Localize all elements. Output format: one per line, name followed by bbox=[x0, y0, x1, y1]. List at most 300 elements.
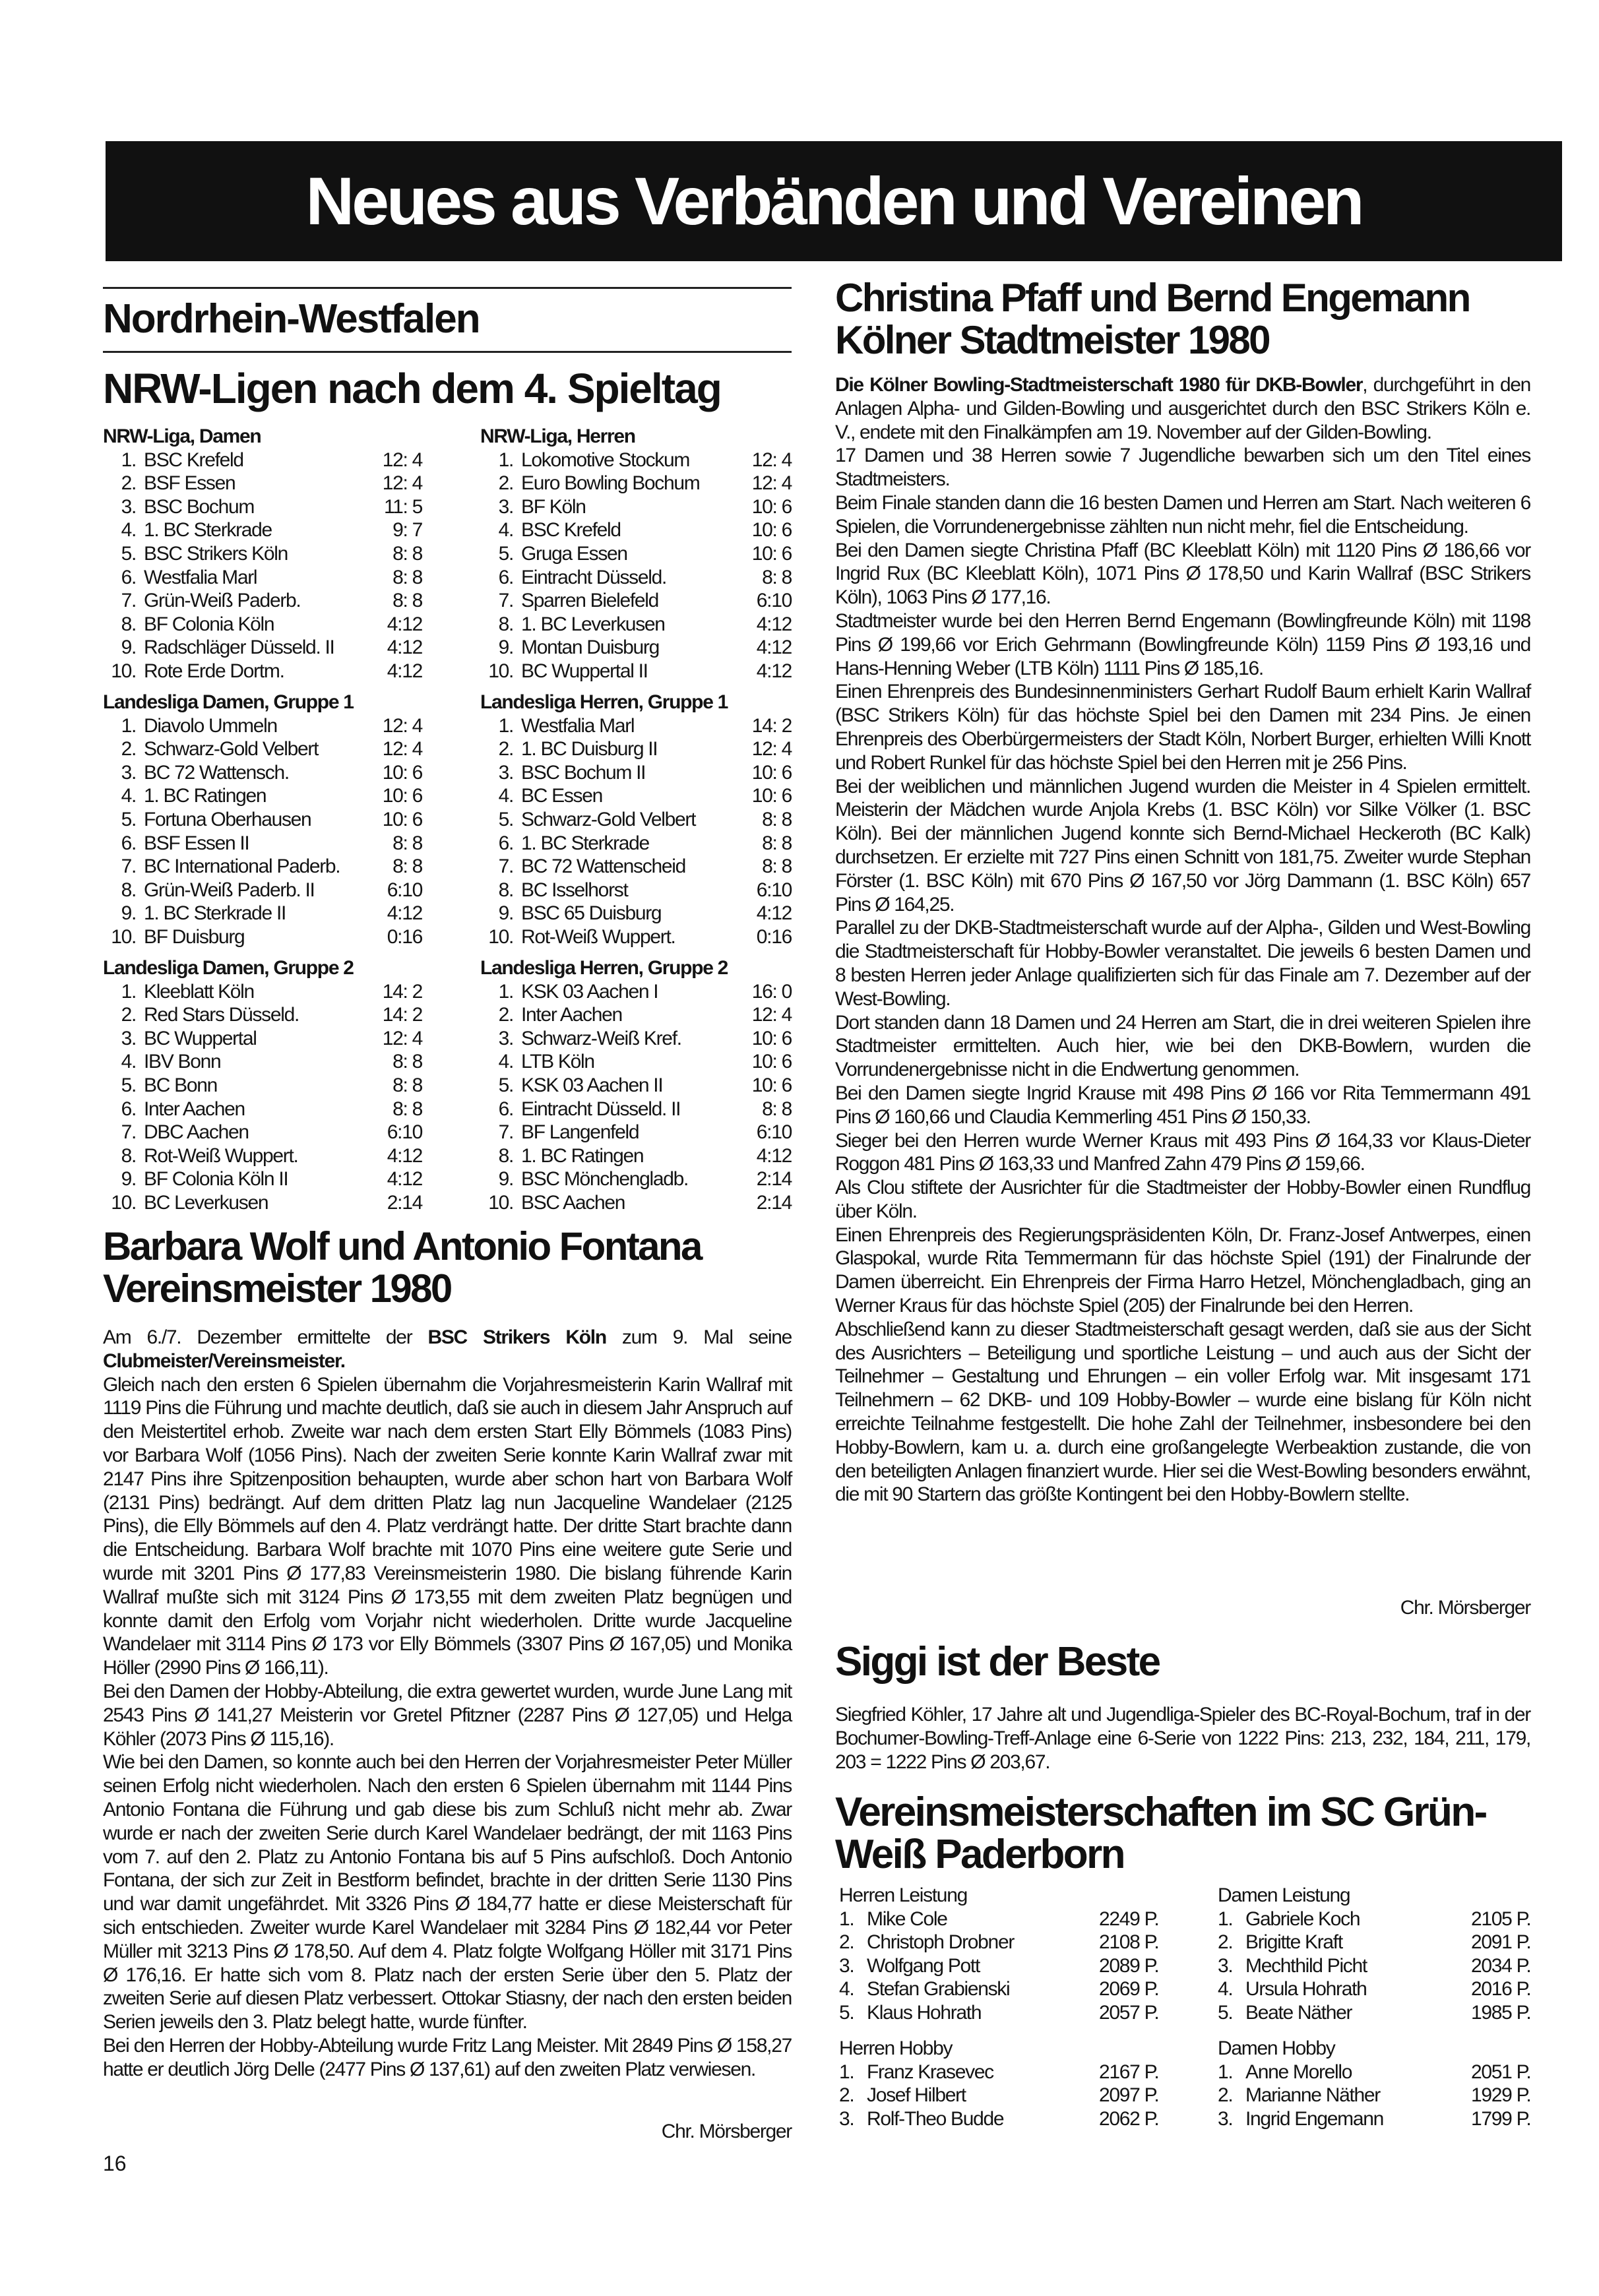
league-table bbox=[103, 425, 422, 683]
team-name: Stefan Grabienski bbox=[867, 1978, 1010, 2001]
team-name: Montan Duisburg bbox=[521, 636, 659, 659]
rank: 1. bbox=[498, 714, 513, 737]
score: 12: 4 bbox=[382, 1027, 422, 1049]
team-name: Westfalia Marl bbox=[521, 714, 635, 737]
score: 14: 2 bbox=[751, 714, 792, 737]
article-title-vereinsmeister: Barbara Wolf und Antonio Fontana Vereinsmeister 1980 bbox=[103, 1224, 701, 1311]
rank: 2. bbox=[1218, 1931, 1233, 1954]
divider bbox=[103, 351, 792, 353]
bold-text: Die Kölner Bowling-Stadtmeisterschaft 1980 für DKB-Bowler bbox=[835, 374, 1363, 396]
rank: 7. bbox=[498, 590, 513, 612]
table-row bbox=[103, 566, 422, 590]
table-row bbox=[103, 472, 422, 495]
rank: 1. bbox=[1218, 2061, 1233, 2083]
table-row bbox=[103, 449, 422, 472]
rank: 7. bbox=[498, 855, 513, 878]
rank: 2. bbox=[839, 1931, 854, 1954]
table-row bbox=[480, 1121, 792, 1144]
text: Stadtmeister wurde bei den Herren Bernd Engemann (Bowlingfreunde Köln) mit 1198 Pins Ø 199,66 vor Erich Gehrmann (Bowlingfreunde Köln) 1159 Pins Ø 193,16 und Hans-Henning Weber (LTB Köln) 1111 Pins Ø 185,16. bbox=[835, 609, 1530, 679]
team-name: Schwarz-Weiß Kref. bbox=[521, 1027, 681, 1049]
rank: 1. bbox=[1218, 1908, 1233, 1930]
team-name: BSC Mönchengladb. bbox=[521, 1168, 689, 1191]
paragraph bbox=[835, 775, 1530, 917]
rank: 6. bbox=[121, 1098, 136, 1120]
team-name: BF Köln bbox=[521, 495, 586, 518]
table-row bbox=[1218, 1954, 1530, 1978]
text: Dort standen dann 18 Damen und 24 Herren am Start, die in drei weiteren Spielen ihre Stadtmeister ermittelten. Auch hier, wie bei den DKB-Bowlern, wurden die Vorrundenergebnisse nicht in die Endwertung genommen. bbox=[835, 1011, 1530, 1081]
score: 8: 8 bbox=[762, 855, 792, 878]
table-row bbox=[103, 784, 422, 808]
rank: 8. bbox=[121, 613, 136, 635]
score: 8: 8 bbox=[392, 1098, 422, 1120]
score: 0:16 bbox=[756, 925, 792, 948]
table-row bbox=[480, 1167, 792, 1191]
team-name: 1. BC Sterkrade bbox=[144, 519, 272, 542]
table-caption: NRW-Liga, Damen bbox=[103, 425, 261, 447]
score: 4:12 bbox=[756, 1144, 792, 1167]
table-row bbox=[480, 879, 792, 902]
author-signature: Chr. Mörsberger bbox=[1400, 1597, 1530, 1619]
text: zum 9. Mal seine bbox=[606, 1326, 792, 1348]
team-name: Lokomotive Stockum bbox=[521, 449, 690, 471]
rank: 6. bbox=[498, 1098, 513, 1120]
team-name: BC Essen bbox=[521, 785, 602, 807]
table-caption: Landesliga Herren, Gruppe 1 bbox=[480, 691, 728, 713]
team-name: BSC Krefeld bbox=[144, 449, 243, 471]
score: 8: 8 bbox=[392, 590, 422, 612]
league-table bbox=[103, 956, 422, 1215]
league-table bbox=[103, 691, 422, 949]
rank: 1. bbox=[498, 449, 513, 471]
rank: 3. bbox=[839, 1954, 854, 1977]
team-name: 1. BC Ratingen bbox=[144, 785, 266, 807]
rank: 4. bbox=[839, 1978, 854, 2001]
team-name: Inter Aachen bbox=[144, 1098, 245, 1120]
score: 8: 8 bbox=[392, 566, 422, 588]
paragraph bbox=[835, 916, 1530, 1010]
team-name: Brigitte Kraft bbox=[1245, 1931, 1342, 1954]
rank: 10. bbox=[111, 660, 136, 682]
rank: 6. bbox=[121, 566, 136, 588]
rank: 2. bbox=[1218, 2084, 1233, 2107]
table-row bbox=[103, 636, 422, 660]
article-body-stadtmeister bbox=[835, 373, 1530, 1506]
table-row bbox=[103, 902, 422, 925]
rank: 8. bbox=[498, 1144, 513, 1167]
text: , durchgeführt in den Anlagen Alpha- und Gilden-Bowling und ausgerichtet durch den BSC Strikers Köln e. V., endete mit den Finalkämpfen am 19. November auf der Gilden-Bowling. bbox=[835, 374, 1530, 443]
article-title-paderborn: Vereinsmeisterschaften im SC Grün-Weiß Paderborn bbox=[835, 1789, 1486, 1877]
team-name: Anne Morello bbox=[1245, 2061, 1352, 2083]
score: 2069 P. bbox=[1099, 1978, 1159, 2001]
table-row bbox=[480, 761, 792, 785]
team-name: Rot-Weiß Wuppert. bbox=[521, 925, 675, 948]
score: 12: 4 bbox=[751, 449, 792, 471]
team-name: Marianne Näther bbox=[1245, 2084, 1380, 2107]
table-row bbox=[480, 566, 792, 590]
article-title-siggi: Siggi ist der Beste bbox=[835, 1639, 1160, 1685]
team-name: BC Isselhorst bbox=[521, 879, 628, 901]
score: 11: 5 bbox=[384, 495, 422, 518]
team-name: Ursula Hohrath bbox=[1245, 1978, 1367, 2001]
team-name: Rolf-Theo Budde bbox=[867, 2107, 1004, 2130]
table-row bbox=[839, 2107, 1158, 2131]
team-name: BF Duisburg bbox=[144, 925, 245, 948]
text: Bei den Herren der Hobby-Abteilung wurde Fritz Lang Meister. Mit 2849 Pins Ø 158,27 hatte er deutlich Jörg Delle (2477 Pins Ø 137,61) auf den zweiten Platz verwiesen. bbox=[103, 2034, 792, 2080]
rank: 3. bbox=[498, 761, 513, 784]
table-caption: Herren Leistung bbox=[839, 1884, 967, 1906]
score: 2:14 bbox=[387, 1191, 422, 1214]
table-row bbox=[480, 980, 792, 1004]
score: 16: 0 bbox=[751, 980, 792, 1003]
score: 4:12 bbox=[387, 1144, 422, 1167]
score: 12: 4 bbox=[382, 714, 422, 737]
team-name: Fortuna Oberhausen bbox=[144, 808, 311, 830]
table-row bbox=[480, 518, 792, 542]
table-caption: Damen Leistung bbox=[1218, 1884, 1350, 1906]
rank: 6. bbox=[498, 832, 513, 854]
text: Abschließend kann zu dieser Stadtmeisterschaft gesagt werden, daß sie aus der Sicht des Ausrichters – Beteiligung und sportliche Leistung – und auch aus der Sicht der Teilnehmer – Gestaltung und Ehrungen – ein voller Erfolg war. Mit insgesamt 171 Teilnehmern – 62 DKB- und 109 Hobby-Bowler – wurde eine bislang für Köln nicht erreichte Teilnahme festgestellt. Die hohe Zahl der Teilnehmer, insbesondere bei den Hobby-Bowlern, kam u. a. durch eine großangelegte Werbeaktion zustande, die von den beteiligten Anlagen finanziert wurde. Hier sei die West-Bowling besonders erwähnt, die mit 90 Startern das größte Kontingent bei den Hobby-Bowlern stellte. bbox=[835, 1318, 1530, 1506]
text: Bei den Damen siegte Christina Pfaff (BC Kleeblatt Köln) mit 1120 Pins Ø 186,66 vor Ingrid Rux (BC Kleeblatt Köln), 1071 Pins Ø 178,50 und Karin Wallraf (BSC Strikers Köln), 1063 Pins Ø 177,16. bbox=[835, 539, 1530, 609]
score: 10: 6 bbox=[382, 761, 422, 784]
team-name: Red Stars Düsseld. bbox=[144, 1004, 299, 1026]
team-name: Grün-Weiß Paderb. bbox=[144, 590, 301, 612]
rank: 2. bbox=[498, 1004, 513, 1026]
score: 14: 2 bbox=[382, 980, 422, 1003]
article-body-vereinsmeister bbox=[103, 1326, 792, 2082]
table-caption: NRW-Liga, Herren bbox=[480, 425, 635, 447]
rank: 1. bbox=[121, 980, 136, 1003]
team-name: Mike Cole bbox=[867, 1908, 947, 1930]
paragraph bbox=[835, 1129, 1530, 1177]
table-row bbox=[103, 589, 422, 613]
league-table bbox=[480, 691, 792, 949]
rank: 8. bbox=[121, 1144, 136, 1167]
rank: 1. bbox=[839, 2061, 854, 2083]
team-name: IBV Bonn bbox=[144, 1051, 221, 1073]
rank: 2. bbox=[121, 738, 136, 760]
score: 2:14 bbox=[756, 1168, 792, 1191]
score: 4:12 bbox=[387, 636, 422, 659]
table-row bbox=[480, 808, 792, 832]
text: 17 Damen und 38 Herren sowie 7 Jugendliche bewarben sich um den Titel eines Stadtmeisters. bbox=[835, 445, 1530, 491]
team-name: Eintracht Düsseld. bbox=[521, 566, 667, 588]
rank: 4. bbox=[121, 1051, 136, 1073]
table-row bbox=[839, 1931, 1158, 1954]
rank: 4. bbox=[498, 785, 513, 807]
rank: 5. bbox=[498, 542, 513, 565]
text: Siegfried Köhler, 17 Jahre alt und Jugendliga-Spieler des BC-Royal-Bochum, traf in der Bochumer-Bowling-Treff-Anlage eine 6-Serie von 1222 Pins: 213, 232, 184, 211, 179, 203 = 1222 Pins Ø 203,67. bbox=[835, 1704, 1530, 1773]
rank: 10. bbox=[488, 1191, 513, 1214]
table-row bbox=[103, 808, 422, 832]
team-name: BSC Strikers Köln bbox=[144, 542, 288, 565]
team-name: 1. BC Duisburg II bbox=[521, 738, 658, 760]
rank: 3. bbox=[498, 495, 513, 518]
table-row bbox=[480, 1074, 792, 1098]
team-name: Franz Krasevec bbox=[867, 2061, 993, 2083]
score: 10: 6 bbox=[382, 785, 422, 807]
team-name: BC Bonn bbox=[144, 1074, 217, 1096]
table-row bbox=[839, 1977, 1158, 2001]
team-name: LTB Köln bbox=[521, 1051, 594, 1073]
team-name: Radschläger Düsseld. II bbox=[144, 636, 334, 659]
rank: 3. bbox=[121, 761, 136, 784]
divider bbox=[103, 287, 792, 289]
table-row bbox=[480, 636, 792, 660]
table-row bbox=[480, 784, 792, 808]
team-name: BSC Aachen bbox=[521, 1191, 625, 1214]
team-name: BC International Paderb. bbox=[144, 855, 340, 878]
paragraph bbox=[835, 1318, 1530, 1506]
table-row bbox=[480, 1050, 792, 1074]
score: 6:10 bbox=[756, 1121, 792, 1144]
table-row bbox=[839, 2084, 1158, 2107]
score: 2016 P. bbox=[1471, 1978, 1531, 2001]
rank: 8. bbox=[498, 879, 513, 901]
score: 12: 4 bbox=[751, 472, 792, 495]
score: 12: 4 bbox=[751, 1004, 792, 1026]
team-name: Gabriele Koch bbox=[1245, 1908, 1360, 1930]
table-row bbox=[480, 542, 792, 566]
table-row bbox=[103, 1003, 422, 1027]
paragraph bbox=[835, 1176, 1530, 1224]
table-row bbox=[480, 737, 792, 761]
score: 4:12 bbox=[756, 636, 792, 659]
text: Einen Ehrenpreis des Bundesinnenministers Gerhart Rudolf Baum erhielt Karin Wallraf (BSC Strikers Köln) für das höchste Spiel bei den Damen mit 234 Pins. Je einen Ehrenpreis des Oberbürgermeisters der Stadt Köln, Norbert Burger, erhielten Willi Knott und Robert Runkel für das höchste Spiel bei den Herren mit je 256 Pins. bbox=[835, 681, 1530, 774]
table-caption: Landesliga Herren, Gruppe 2 bbox=[480, 957, 728, 979]
table-row bbox=[103, 518, 422, 542]
score: 8: 8 bbox=[762, 832, 792, 854]
score: 12: 4 bbox=[382, 738, 422, 760]
team-name: 1. BC Leverkusen bbox=[521, 613, 665, 635]
score: 9: 7 bbox=[392, 519, 422, 542]
score: 1985 P. bbox=[1471, 2001, 1531, 2024]
score: 2051 P. bbox=[1471, 2061, 1531, 2083]
score: 1799 P. bbox=[1471, 2107, 1531, 2130]
team-name: 1. BC Ratingen bbox=[521, 1144, 644, 1167]
table-row bbox=[1218, 2061, 1530, 2084]
region-heading: Nordrhein-Westfalen bbox=[103, 296, 480, 342]
table-row bbox=[103, 1121, 422, 1144]
results-table bbox=[839, 1884, 1158, 2025]
league-table bbox=[480, 956, 792, 1215]
team-name: Sparren Bielefeld bbox=[521, 590, 659, 612]
team-name: BF Colonia Köln bbox=[144, 613, 274, 635]
table-row bbox=[480, 613, 792, 636]
team-name: Schwarz-Gold Velbert bbox=[521, 808, 696, 830]
table-row bbox=[103, 761, 422, 785]
text: Einen Ehrenpreis des Regierungspräsidenten Köln, Dr. Franz-Josef Antwerpes, einen Glaspokal, wurde Rita Temmermann für das höchste Spiel (191) der Finalrunde der Damen überreicht. Ein Ehrenpreis der Firma Harro Hetzel, Mönchengladbach, ging an Werner Kraus für das höchste Spiel (205) der Finalrunde bei den Herren. bbox=[835, 1224, 1530, 1317]
table-row bbox=[480, 925, 792, 949]
rank: 10. bbox=[111, 1191, 136, 1214]
rank: 4. bbox=[121, 785, 136, 807]
rank: 3. bbox=[121, 1027, 136, 1049]
team-name: 1. BC Sterkrade bbox=[521, 832, 649, 854]
score: 10: 6 bbox=[751, 1051, 792, 1073]
score: 2034 P. bbox=[1471, 1954, 1531, 1977]
team-name: Gruga Essen bbox=[521, 542, 627, 565]
rank: 4. bbox=[1218, 1978, 1233, 2001]
table-row bbox=[103, 495, 422, 519]
table-row bbox=[480, 495, 792, 519]
team-name: Wolfgang Pott bbox=[867, 1954, 980, 1977]
paragraph bbox=[835, 1703, 1530, 1774]
table-row bbox=[1218, 1977, 1530, 2001]
table-row bbox=[1218, 2001, 1530, 2025]
team-name: Mechthild Picht bbox=[1245, 1954, 1367, 1977]
team-name: BF Langenfeld bbox=[521, 1121, 639, 1144]
rank: 3. bbox=[498, 1027, 513, 1049]
table-row bbox=[480, 1144, 792, 1168]
paragraph bbox=[835, 1082, 1530, 1129]
score: 12: 4 bbox=[382, 472, 422, 495]
table-row bbox=[480, 714, 792, 738]
paragraph bbox=[835, 539, 1530, 609]
rank: 7. bbox=[121, 1121, 136, 1144]
paragraph bbox=[103, 1680, 792, 1751]
table-row bbox=[839, 2061, 1158, 2084]
score: 4:12 bbox=[387, 1168, 422, 1191]
paragraph bbox=[835, 373, 1530, 444]
score: 4:12 bbox=[387, 902, 422, 925]
table-row bbox=[480, 1098, 792, 1121]
table-row bbox=[103, 1027, 422, 1051]
rank: 5. bbox=[121, 1074, 136, 1096]
score: 8: 8 bbox=[762, 808, 792, 830]
score: 2091 P. bbox=[1471, 1931, 1531, 1954]
team-name: Christoph Drobner bbox=[867, 1931, 1015, 1954]
rank: 9. bbox=[498, 636, 513, 659]
table-row bbox=[480, 1003, 792, 1027]
banner-title: Neues aus Verbänden und Vereinen bbox=[305, 163, 1362, 239]
team-name: Josef Hilbert bbox=[867, 2084, 966, 2107]
score: 8: 8 bbox=[392, 855, 422, 878]
score: 2105 P. bbox=[1471, 1908, 1531, 1930]
rank: 5. bbox=[498, 1074, 513, 1096]
rank: 9. bbox=[121, 636, 136, 659]
score: 10: 6 bbox=[751, 785, 792, 807]
rank: 3. bbox=[839, 2107, 854, 2130]
text: Bei den Damen siegte Ingrid Krause mit 498 Pins Ø 166 vor Rita Temmermann 491 Pins Ø 160,66 und Claudia Kemmerling 451 Pins Ø 150,33. bbox=[835, 1082, 1530, 1128]
score: 2057 P. bbox=[1099, 2001, 1159, 2024]
author-signature: Chr. Mörsberger bbox=[661, 2121, 792, 2142]
table-row bbox=[480, 472, 792, 495]
table-row bbox=[103, 1191, 422, 1215]
team-name: Eintracht Düsseld. II bbox=[521, 1098, 681, 1120]
team-name: BF Colonia Köln II bbox=[144, 1168, 288, 1191]
table-row bbox=[103, 879, 422, 902]
team-name: BC 72 Wattensch. bbox=[144, 761, 289, 784]
section-banner bbox=[106, 141, 1562, 261]
team-name: Westfalia Marl bbox=[144, 566, 257, 588]
score: 2:14 bbox=[756, 1191, 792, 1214]
team-name: Euro Bowling Bochum bbox=[521, 472, 700, 495]
rank: 5. bbox=[121, 808, 136, 830]
score: 4:12 bbox=[756, 660, 792, 682]
score: 14: 2 bbox=[382, 1004, 422, 1026]
rank: 2. bbox=[498, 472, 513, 495]
team-name: BSF Essen II bbox=[144, 832, 249, 854]
team-name: BSC Bochum II bbox=[521, 761, 646, 784]
text: Bei den Damen der Hobby-Abteilung, die extra gewertet wurden, wurde June Lang mit 2543 Pins Ø 141,27 Meisterin vor Gretel Pfitzner (2287 Pins Ø 127,05) und Helga Köhler (2073 Pins Ø 115,16). bbox=[103, 1680, 792, 1750]
table-row bbox=[480, 660, 792, 683]
score: 2167 P. bbox=[1099, 2061, 1159, 2083]
rank: 3. bbox=[1218, 2107, 1233, 2130]
table-row bbox=[103, 737, 422, 761]
leagues-title: NRW-Ligen nach dem 4. Spieltag bbox=[103, 365, 721, 412]
rank: 2. bbox=[121, 472, 136, 495]
table-row bbox=[480, 449, 792, 472]
table-row bbox=[103, 613, 422, 636]
table-row bbox=[103, 980, 422, 1004]
text: Wie bei den Damen, so konnte auch bei den Herren der Vorjahresmeister Peter Müller seinen Erfolg nicht wiederholen. Nach den ersten 6 Spielen übernahm mit 1144 Pins Antonio Fontana die Führung und gab diese bis zum Schluß nicht mehr ab. Zwar wurde er nach der zweiten Serie durch Karel Wandelaer bedrängt, der mit 1163 Pins vom 7. auf den 2. Platz zu Antonio Fontana bis auf 5 Pins aufschloß. Doch Antonio Fontana, der sich zur Zeit in Bestform befindet, brachte in der dritten Serie 1130 Pins und war damit ungefährdet. Mit 3326 Pins Ø 184,77 hatte er diese Meisterschaft für sich entschieden. Zweiter wurde Karel Wandelaer mit 3284 Pins Ø 182,44 vor Peter Müller mit 3213 Pins Ø 178,50. Auf dem 4. Platz folgte Wolfgang Höller mit 3171 Pins Ø 176,16. Er hatte sich vom 8. Platz nach der ersten Serie über den 5. Platz der zweiten Serie auf diesen Platz verbessert. Ottokar Stiasny, der nach den ersten beiden Serien jeweils den 3. Platz belegt hatte, wurde fünfter. bbox=[103, 1751, 792, 2033]
team-name: BSC Bochum bbox=[144, 495, 255, 518]
table-row bbox=[103, 1167, 422, 1191]
text: Bei der weiblichen und männlichen Jugend wurden die Meister in 4 Spielen ermittelt. Meisterin der Mädchen wurde Anjola Krebs (1. BSC Köln) vor Silke Völker (1. BSC Köln). Bei der männlichen Jugend konnte sich Bernd-Michael Heckeroth (BC Kalk) durchsetzen. Er erzielte mit 727 Pins einen Schnitt von 181,75. Zweiter wurde Stephan Förster (1. BSC Köln) mit 670 Pins Ø 167,50 vor Jörg Dammann (1. BSC Köln) 657 Pins Ø 164,25. bbox=[835, 775, 1530, 915]
score: 4:12 bbox=[756, 613, 792, 635]
rank: 2. bbox=[839, 2084, 854, 2107]
table-row bbox=[103, 1144, 422, 1168]
team-name: Beate Näther bbox=[1245, 2001, 1352, 2024]
rank: 9. bbox=[121, 1168, 136, 1191]
article-body-siggi bbox=[835, 1703, 1530, 1774]
team-name: BSF Essen bbox=[144, 472, 235, 495]
score: 6:10 bbox=[756, 879, 792, 901]
paragraph bbox=[835, 444, 1530, 491]
rank: 5. bbox=[839, 2001, 854, 2024]
rank: 8. bbox=[498, 613, 513, 635]
score: 6:10 bbox=[387, 879, 422, 901]
team-name: Rot-Weiß Wuppert. bbox=[144, 1144, 298, 1167]
rank: 5. bbox=[121, 542, 136, 565]
score: 8: 8 bbox=[392, 1051, 422, 1073]
article-title-stadtmeister: Christina Pfaff und Bernd Engemann Kölner Stadtmeister 1980 bbox=[835, 276, 1470, 362]
table-caption: Damen Hobby bbox=[1218, 2037, 1335, 2059]
rank: 7. bbox=[121, 855, 136, 878]
score: 2108 P. bbox=[1099, 1931, 1159, 1954]
rank: 9. bbox=[121, 902, 136, 925]
rank: 5. bbox=[498, 808, 513, 830]
table-row bbox=[103, 1074, 422, 1098]
score: 10: 6 bbox=[751, 519, 792, 542]
table-row bbox=[103, 542, 422, 566]
score: 2089 P. bbox=[1099, 1954, 1159, 1977]
table-row bbox=[839, 2001, 1158, 2025]
table-row bbox=[480, 1027, 792, 1051]
score: 10: 6 bbox=[751, 495, 792, 518]
rank: 7. bbox=[498, 1121, 513, 1144]
score: 10: 6 bbox=[751, 1074, 792, 1096]
score: 10: 6 bbox=[751, 761, 792, 784]
table-row bbox=[480, 1191, 792, 1215]
team-name: KSK 03 Aachen II bbox=[521, 1074, 663, 1096]
table-row bbox=[103, 714, 422, 738]
table-row bbox=[480, 589, 792, 613]
table-row bbox=[480, 855, 792, 879]
bold-text: Clubmeister/Vereinsmeister. bbox=[103, 1350, 345, 1372]
rank: 8. bbox=[121, 879, 136, 901]
text: Parallel zu der DKB-Stadtmeisterschaft wurde auf der Alpha-, Gilden und West-Bowling die Stadtmeisterschaft für Hobby-Bowler veranstaltet. Die jeweils 6 besten Damen und 8 besten Herren jeder Anlage qualifizierten sich für das Finale am 7. Dezember auf der West-Bowling. bbox=[835, 917, 1530, 1010]
team-name: Grün-Weiß Paderb. II bbox=[144, 879, 315, 901]
rank: 2. bbox=[121, 1004, 136, 1026]
bold-text: BSC Strikers Köln bbox=[427, 1326, 606, 1348]
paragraph bbox=[835, 1011, 1530, 1082]
score: 2249 P. bbox=[1099, 1908, 1159, 1930]
team-name: BC Wuppertal II bbox=[521, 660, 648, 682]
table-row bbox=[1218, 1908, 1530, 1931]
table-caption: Herren Hobby bbox=[839, 2037, 953, 2059]
table-row bbox=[839, 1954, 1158, 1978]
team-name: KSK 03 Aachen I bbox=[521, 980, 658, 1003]
